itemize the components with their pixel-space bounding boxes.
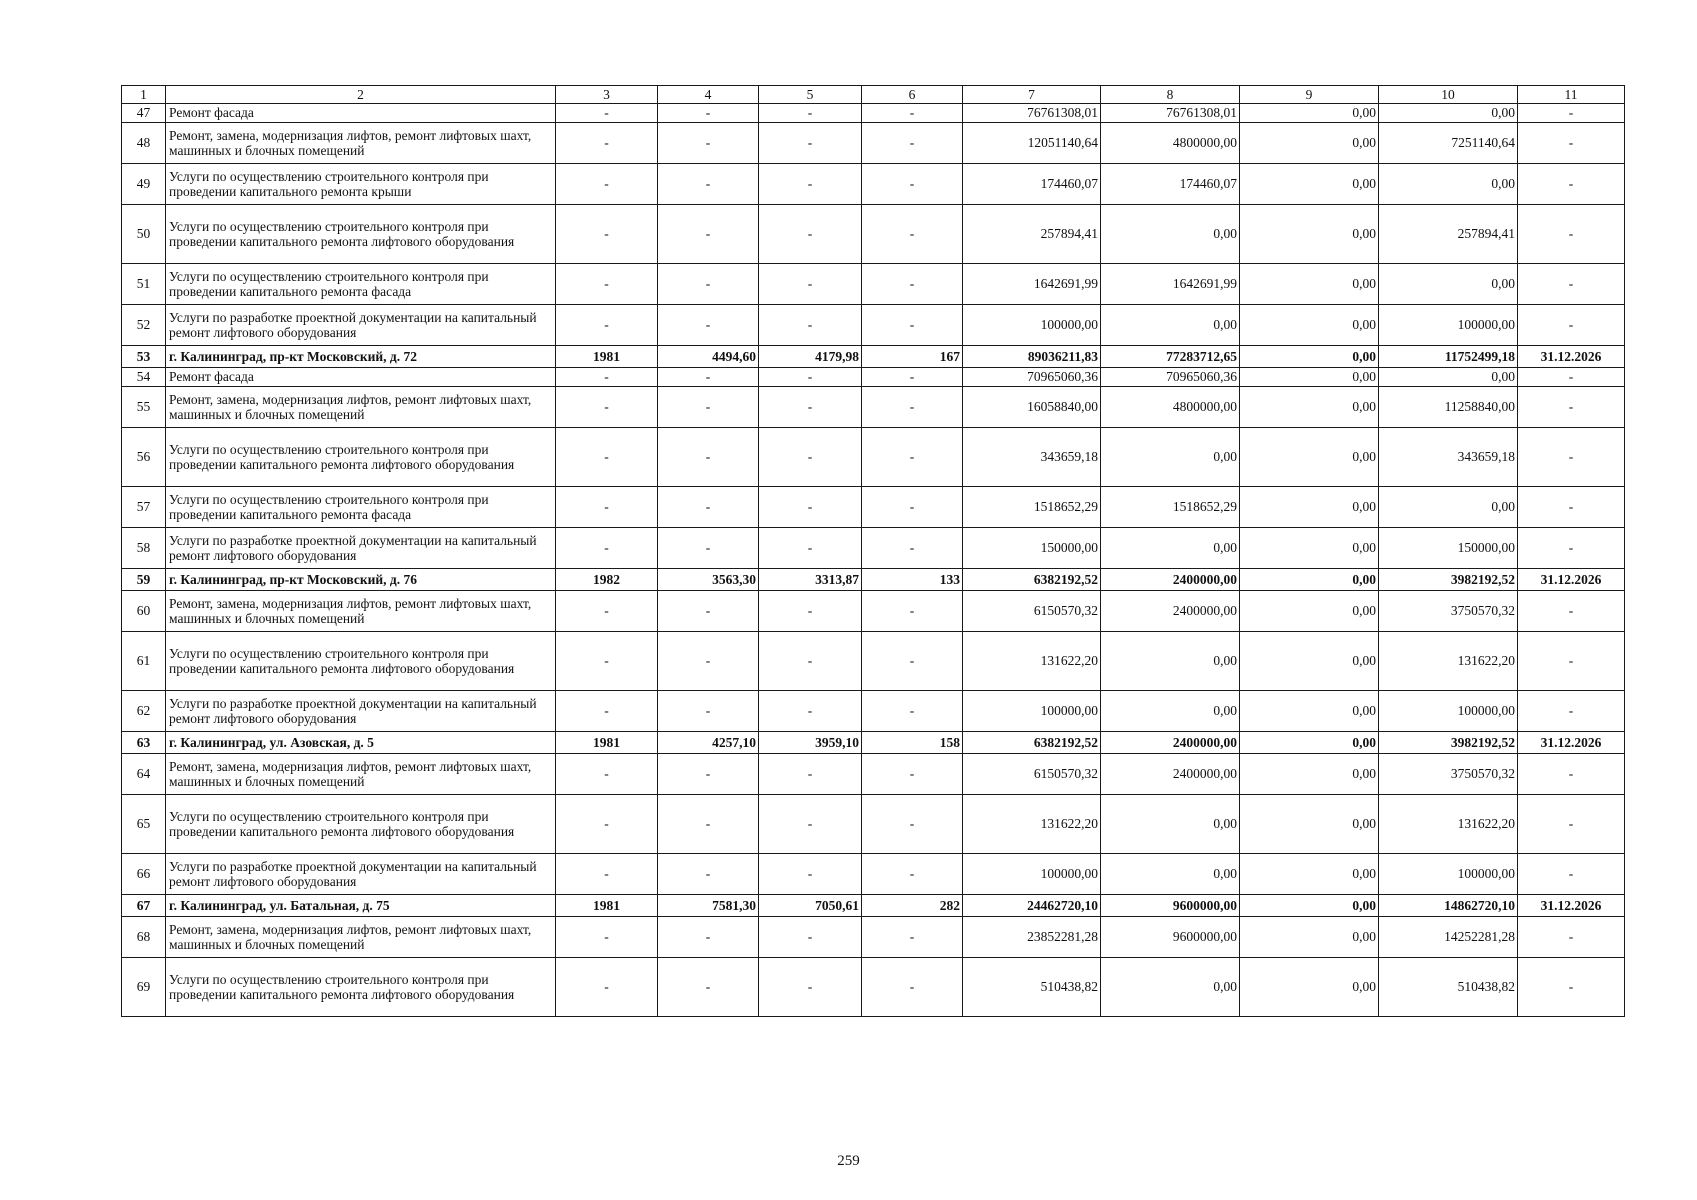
row-number-cell: 61 [122,632,166,691]
work-item-row [122,854,1625,895]
column-header-7: 7 [963,86,1101,104]
cost-col-10-cell: 3750570,32 [1379,591,1518,632]
completion-date-cell: - [1518,368,1625,387]
cost-col-8-cell: 0,00 [1101,428,1240,487]
total-area-cell: 4494,60 [658,346,759,368]
work-item-row [122,264,1625,305]
work-item-row [122,205,1625,264]
completion-date-cell: - [1518,691,1625,732]
column-header-1: 1 [122,86,166,104]
cost-col-10-cell: 14862720,10 [1379,895,1518,917]
residents-count-cell: 167 [862,346,963,368]
completion-date-cell: - [1518,754,1625,795]
cost-col-10-cell: 0,00 [1379,164,1518,205]
address-row [122,346,1625,368]
total-cost-cell: 510438,82 [963,958,1101,1017]
work-item-row [122,691,1625,732]
year-built-cell: - [556,795,658,854]
work-name-cell: г. Калининград, пр-кт Московский, д. 76 [166,569,556,591]
completion-date-cell: 31.12.2026 [1518,569,1625,591]
column-header-2: 2 [166,86,556,104]
total-cost-cell: 6150570,32 [963,591,1101,632]
work-item-row [122,632,1625,691]
work-name-cell: Услуги по разработке проектной документации на капитальный ремонт лифтового оборудования [166,305,556,346]
cost-col-10-cell: 3750570,32 [1379,754,1518,795]
work-name-cell: Ремонт, замена, модернизация лифтов, ремонт лифтовых шахт, машинных и блочных помещений [166,387,556,428]
living-area-cell: - [759,691,862,732]
living-area-cell: - [759,754,862,795]
total-cost-cell: 1642691,99 [963,264,1101,305]
year-built-cell: - [556,591,658,632]
work-name-cell: Ремонт, замена, модернизация лифтов, ремонт лифтовых шахт, машинных и блочных помещений [166,917,556,958]
work-item-row [122,487,1625,528]
data-table-container [121,85,1624,1017]
cost-col-10-cell: 7251140,64 [1379,123,1518,164]
cost-col-9-cell: 0,00 [1240,632,1379,691]
total-area-cell: 4257,10 [658,732,759,754]
total-cost-cell: 24462720,10 [963,895,1101,917]
total-area-cell: - [658,428,759,487]
cost-col-9-cell: 0,00 [1240,164,1379,205]
residents-count-cell: - [862,854,963,895]
column-number-header-row [122,86,1625,104]
total-cost-cell: 16058840,00 [963,387,1101,428]
cost-col-8-cell: 174460,07 [1101,164,1240,205]
cost-col-10-cell: 0,00 [1379,368,1518,387]
residents-count-cell: - [862,104,963,123]
row-number-cell: 69 [122,958,166,1017]
completion-date-cell: - [1518,795,1625,854]
cost-col-8-cell: 2400000,00 [1101,569,1240,591]
living-area-cell: - [759,591,862,632]
page-number: 259 [837,1153,860,1169]
cost-col-9-cell: 0,00 [1240,368,1379,387]
work-name-cell: Услуги по разработке проектной документации на капитальный ремонт лифтового оборудования [166,691,556,732]
total-area-cell: - [658,958,759,1017]
total-area-cell: - [658,487,759,528]
year-built-cell: - [556,205,658,264]
year-built-cell: - [556,264,658,305]
total-area-cell: - [658,754,759,795]
work-item-row [122,754,1625,795]
cost-col-9-cell: 0,00 [1240,754,1379,795]
year-built-cell: - [556,487,658,528]
cost-col-10-cell: 14252281,28 [1379,917,1518,958]
work-name-cell: Услуги по осуществлению строительного контроля при проведении капитального ремонта фасада [166,487,556,528]
row-number-cell: 56 [122,428,166,487]
total-area-cell: - [658,264,759,305]
cost-col-9-cell: 0,00 [1240,487,1379,528]
work-name-cell: Ремонт, замена, модернизация лифтов, ремонт лифтовых шахт, машинных и блочных помещений [166,123,556,164]
year-built-cell: - [556,528,658,569]
cost-col-8-cell: 2400000,00 [1101,754,1240,795]
work-name-cell: Услуги по осуществлению строительного контроля при проведении капитального ремонта лифтового оборудования [166,795,556,854]
year-built-cell: - [556,854,658,895]
work-item-row [122,387,1625,428]
cost-col-8-cell: 0,00 [1101,795,1240,854]
residents-count-cell: - [862,164,963,205]
living-area-cell: - [759,528,862,569]
completion-date-cell: - [1518,958,1625,1017]
cost-col-9-cell: 0,00 [1240,205,1379,264]
residents-count-cell: 282 [862,895,963,917]
residents-count-cell: - [862,305,963,346]
cost-col-8-cell: 4800000,00 [1101,123,1240,164]
living-area-cell: - [759,264,862,305]
cost-col-9-cell: 0,00 [1240,691,1379,732]
work-name-cell: Услуги по осуществлению строительного контроля при проведении капитального ремонта фасада [166,264,556,305]
living-area-cell: 7050,61 [759,895,862,917]
year-built-cell: - [556,632,658,691]
total-area-cell: 7581,30 [658,895,759,917]
cost-col-8-cell: 9600000,00 [1101,917,1240,958]
total-area-cell: - [658,917,759,958]
work-name-cell: Услуги по разработке проектной документации на капитальный ремонт лифтового оборудования [166,854,556,895]
row-number-cell: 51 [122,264,166,305]
living-area-cell: - [759,205,862,264]
cost-col-9-cell: 0,00 [1240,123,1379,164]
work-item-row [122,917,1625,958]
column-header-6: 6 [862,86,963,104]
column-header-10: 10 [1379,86,1518,104]
living-area-cell: - [759,305,862,346]
living-area-cell: - [759,917,862,958]
cost-col-9-cell: 0,00 [1240,958,1379,1017]
residents-count-cell: - [862,123,963,164]
year-built-cell: - [556,123,658,164]
work-name-cell: Услуги по осуществлению строительного контроля при проведении капитального ремонта лифтового оборудования [166,958,556,1017]
residents-count-cell: - [862,632,963,691]
completion-date-cell: - [1518,428,1625,487]
work-name-cell: г. Калининград, ул. Азовская, д. 5 [166,732,556,754]
cost-col-9-cell: 0,00 [1240,104,1379,123]
row-number-cell: 54 [122,368,166,387]
cost-col-9-cell: 0,00 [1240,346,1379,368]
year-built-cell: - [556,428,658,487]
residents-count-cell: - [862,428,963,487]
cost-col-8-cell: 76761308,01 [1101,104,1240,123]
column-header-5: 5 [759,86,862,104]
total-cost-cell: 1518652,29 [963,487,1101,528]
data-table [121,85,1625,1017]
completion-date-cell: - [1518,387,1625,428]
cost-col-9-cell: 0,00 [1240,387,1379,428]
row-number-cell: 49 [122,164,166,205]
total-area-cell: - [658,387,759,428]
total-area-cell: - [658,104,759,123]
living-area-cell: - [759,487,862,528]
work-name-cell: Услуги по осуществлению строительного контроля при проведении капитального ремонта лифтового оборудования [166,632,556,691]
year-built-cell: - [556,691,658,732]
work-item-row [122,104,1625,123]
cost-col-10-cell: 131622,20 [1379,795,1518,854]
cost-col-10-cell: 0,00 [1379,264,1518,305]
residents-count-cell: - [862,754,963,795]
row-number-cell: 50 [122,205,166,264]
work-item-row [122,958,1625,1017]
cost-col-8-cell: 9600000,00 [1101,895,1240,917]
address-row [122,895,1625,917]
completion-date-cell: - [1518,123,1625,164]
total-cost-cell: 257894,41 [963,205,1101,264]
cost-col-8-cell: 0,00 [1101,958,1240,1017]
year-built-cell: - [556,104,658,123]
completion-date-cell: 31.12.2026 [1518,732,1625,754]
year-built-cell: - [556,305,658,346]
total-cost-cell: 100000,00 [963,854,1101,895]
cost-col-8-cell: 4800000,00 [1101,387,1240,428]
row-number-cell: 62 [122,691,166,732]
residents-count-cell: 133 [862,569,963,591]
cost-col-10-cell: 0,00 [1379,104,1518,123]
cost-col-8-cell: 2400000,00 [1101,732,1240,754]
column-header-4: 4 [658,86,759,104]
total-cost-cell: 6382192,52 [963,732,1101,754]
address-row [122,732,1625,754]
work-name-cell: Ремонт фасада [166,104,556,123]
year-built-cell: 1981 [556,346,658,368]
cost-col-10-cell: 257894,41 [1379,205,1518,264]
living-area-cell: 4179,98 [759,346,862,368]
completion-date-cell: 31.12.2026 [1518,346,1625,368]
total-area-cell: 3563,30 [658,569,759,591]
work-item-row [122,368,1625,387]
cost-col-10-cell: 11258840,00 [1379,387,1518,428]
living-area-cell: - [759,387,862,428]
living-area-cell: 3313,87 [759,569,862,591]
total-cost-cell: 89036211,83 [963,346,1101,368]
total-area-cell: - [658,164,759,205]
completion-date-cell: - [1518,632,1625,691]
cost-col-8-cell: 0,00 [1101,305,1240,346]
work-item-row [122,305,1625,346]
work-item-row [122,428,1625,487]
living-area-cell: - [759,958,862,1017]
completion-date-cell: - [1518,205,1625,264]
total-cost-cell: 100000,00 [963,305,1101,346]
cost-col-10-cell: 100000,00 [1379,854,1518,895]
completion-date-cell: - [1518,917,1625,958]
cost-col-8-cell: 77283712,65 [1101,346,1240,368]
work-name-cell: Ремонт, замена, модернизация лифтов, ремонт лифтовых шахт, машинных и блочных помещений [166,754,556,795]
cost-col-9-cell: 0,00 [1240,854,1379,895]
total-cost-cell: 6150570,32 [963,754,1101,795]
residents-count-cell: - [862,487,963,528]
cost-col-10-cell: 100000,00 [1379,691,1518,732]
residents-count-cell: - [862,368,963,387]
year-built-cell: - [556,387,658,428]
residents-count-cell: - [862,528,963,569]
year-built-cell: - [556,164,658,205]
total-area-cell: - [658,854,759,895]
total-area-cell: - [658,123,759,164]
cost-col-9-cell: 0,00 [1240,795,1379,854]
row-number-cell: 55 [122,387,166,428]
completion-date-cell: 31.12.2026 [1518,895,1625,917]
total-area-cell: - [658,691,759,732]
living-area-cell: - [759,854,862,895]
work-name-cell: Ремонт фасада [166,368,556,387]
residents-count-cell: - [862,917,963,958]
total-cost-cell: 76761308,01 [963,104,1101,123]
row-number-cell: 48 [122,123,166,164]
cost-col-8-cell: 1642691,99 [1101,264,1240,305]
year-built-cell: - [556,917,658,958]
residents-count-cell: - [862,795,963,854]
total-area-cell: - [658,632,759,691]
living-area-cell: - [759,632,862,691]
column-header-11: 11 [1518,86,1625,104]
total-area-cell: - [658,305,759,346]
residents-count-cell: - [862,205,963,264]
column-header-8: 8 [1101,86,1240,104]
cost-col-10-cell: 3982192,52 [1379,569,1518,591]
cost-col-9-cell: 0,00 [1240,591,1379,632]
residents-count-cell: - [862,264,963,305]
row-number-cell: 68 [122,917,166,958]
total-cost-cell: 12051140,64 [963,123,1101,164]
row-number-cell: 58 [122,528,166,569]
row-number-cell: 67 [122,895,166,917]
cost-col-8-cell: 1518652,29 [1101,487,1240,528]
residents-count-cell: - [862,958,963,1017]
address-row [122,569,1625,591]
total-cost-cell: 70965060,36 [963,368,1101,387]
residents-count-cell: - [862,387,963,428]
cost-col-9-cell: 0,00 [1240,428,1379,487]
year-built-cell: 1981 [556,895,658,917]
cost-col-10-cell: 343659,18 [1379,428,1518,487]
total-cost-cell: 131622,20 [963,795,1101,854]
work-name-cell: Услуги по осуществлению строительного контроля при проведении капитального ремонта лифтового оборудования [166,428,556,487]
living-area-cell: - [759,104,862,123]
residents-count-cell: 158 [862,732,963,754]
cost-col-8-cell: 0,00 [1101,528,1240,569]
row-number-cell: 47 [122,104,166,123]
residents-count-cell: - [862,591,963,632]
living-area-cell: - [759,368,862,387]
cost-col-9-cell: 0,00 [1240,528,1379,569]
cost-col-9-cell: 0,00 [1240,732,1379,754]
cost-col-10-cell: 131622,20 [1379,632,1518,691]
year-built-cell: 1981 [556,732,658,754]
row-number-cell: 66 [122,854,166,895]
row-number-cell: 64 [122,754,166,795]
cost-col-9-cell: 0,00 [1240,569,1379,591]
total-cost-cell: 131622,20 [963,632,1101,691]
total-cost-cell: 174460,07 [963,164,1101,205]
cost-col-10-cell: 11752499,18 [1379,346,1518,368]
year-built-cell: - [556,958,658,1017]
total-cost-cell: 100000,00 [963,691,1101,732]
living-area-cell: - [759,164,862,205]
cost-col-9-cell: 0,00 [1240,895,1379,917]
completion-date-cell: - [1518,854,1625,895]
cost-col-9-cell: 0,00 [1240,917,1379,958]
cost-col-8-cell: 0,00 [1101,854,1240,895]
column-header-3: 3 [556,86,658,104]
work-name-cell: г. Калининград, ул. Батальная, д. 75 [166,895,556,917]
living-area-cell: - [759,795,862,854]
total-cost-cell: 343659,18 [963,428,1101,487]
work-name-cell: Ремонт, замена, модернизация лифтов, ремонт лифтовых шахт, машинных и блочных помещений [166,591,556,632]
cost-col-9-cell: 0,00 [1240,264,1379,305]
work-item-row [122,591,1625,632]
year-built-cell: - [556,754,658,795]
work-name-cell: Услуги по осуществлению строительного контроля при проведении капитального ремонта крыши [166,164,556,205]
total-cost-cell: 6382192,52 [963,569,1101,591]
cost-col-8-cell: 2400000,00 [1101,591,1240,632]
total-area-cell: - [658,795,759,854]
row-number-cell: 53 [122,346,166,368]
work-item-row [122,528,1625,569]
row-number-cell: 60 [122,591,166,632]
total-area-cell: - [658,591,759,632]
completion-date-cell: - [1518,591,1625,632]
work-name-cell: Услуги по разработке проектной документации на капитальный ремонт лифтового оборудования [166,528,556,569]
completion-date-cell: - [1518,164,1625,205]
cost-col-8-cell: 0,00 [1101,632,1240,691]
completion-date-cell: - [1518,264,1625,305]
year-built-cell: 1982 [556,569,658,591]
cost-col-8-cell: 0,00 [1101,205,1240,264]
work-item-row [122,164,1625,205]
work-item-row [122,795,1625,854]
cost-col-10-cell: 3982192,52 [1379,732,1518,754]
living-area-cell: 3959,10 [759,732,862,754]
cost-col-8-cell: 70965060,36 [1101,368,1240,387]
completion-date-cell: - [1518,305,1625,346]
cost-col-10-cell: 150000,00 [1379,528,1518,569]
living-area-cell: - [759,428,862,487]
total-area-cell: - [658,368,759,387]
work-item-row [122,123,1625,164]
work-name-cell: г. Калининград, пр-кт Московский, д. 72 [166,346,556,368]
work-name-cell: Услуги по осуществлению строительного контроля при проведении капитального ремонта лифтового оборудования [166,205,556,264]
cost-col-10-cell: 510438,82 [1379,958,1518,1017]
total-cost-cell: 23852281,28 [963,917,1101,958]
total-cost-cell: 150000,00 [963,528,1101,569]
year-built-cell: - [556,368,658,387]
row-number-cell: 57 [122,487,166,528]
cost-col-10-cell: 100000,00 [1379,305,1518,346]
total-area-cell: - [658,205,759,264]
row-number-cell: 59 [122,569,166,591]
cost-col-10-cell: 0,00 [1379,487,1518,528]
row-number-cell: 63 [122,732,166,754]
cost-col-9-cell: 0,00 [1240,305,1379,346]
completion-date-cell: - [1518,528,1625,569]
table-body [122,86,1625,1017]
row-number-cell: 52 [122,305,166,346]
total-area-cell: - [658,528,759,569]
completion-date-cell: - [1518,487,1625,528]
row-number-cell: 65 [122,795,166,854]
completion-date-cell: - [1518,104,1625,123]
column-header-9: 9 [1240,86,1379,104]
cost-col-8-cell: 0,00 [1101,691,1240,732]
living-area-cell: - [759,123,862,164]
residents-count-cell: - [862,691,963,732]
